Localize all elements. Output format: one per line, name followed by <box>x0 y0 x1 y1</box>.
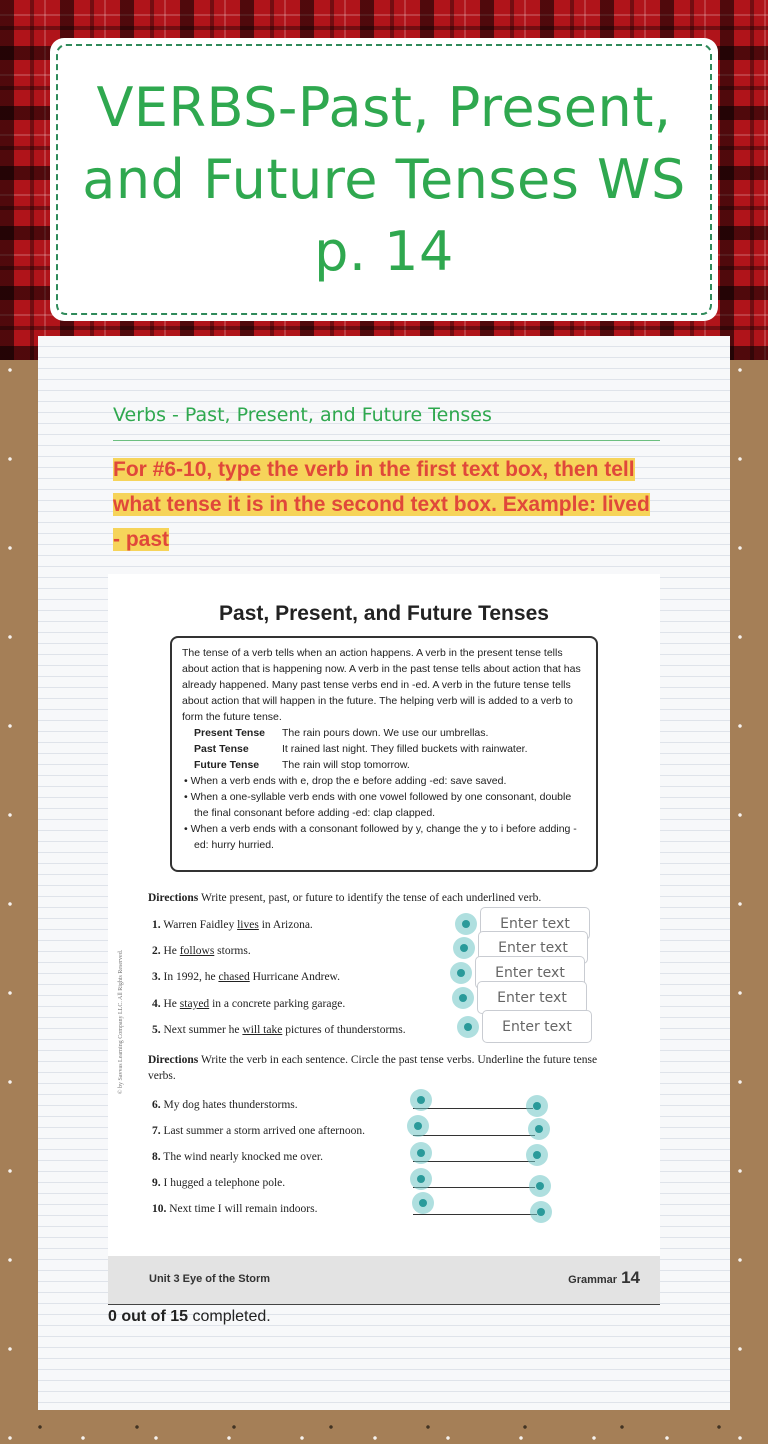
item-number: 2. <box>152 945 161 957</box>
item-text: Hurricane Andrew. <box>249 971 340 983</box>
title-card <box>50 38 718 321</box>
underlined-verb: lives <box>237 919 259 931</box>
example-label: Future Tense <box>194 759 260 771</box>
list-item <box>152 1024 406 1036</box>
answer-dot[interactable] <box>453 937 475 959</box>
item-number: 10. <box>152 1203 167 1215</box>
answer-input-4[interactable]: Enter text <box>477 981 587 1014</box>
answer-line <box>413 1161 535 1162</box>
answer-dot[interactable] <box>410 1142 432 1164</box>
item-number: 5. <box>152 1024 161 1036</box>
item-number: 8. <box>152 1151 161 1163</box>
example-row <box>182 741 586 757</box>
section-subtitle: Verbs - Past, Present, and Future Tenses <box>113 404 660 441</box>
item-text: My dog hates thunderstorms. <box>163 1099 298 1111</box>
rule-bullet: • When a verb ends with a consonant followed by y, change the y to i before adding -ed: hurry hurried. <box>184 823 577 851</box>
answer-dot[interactable] <box>530 1201 552 1223</box>
page-label <box>568 1268 640 1288</box>
item-text: Warren Faidley <box>163 919 238 931</box>
answer-dot[interactable] <box>526 1144 548 1166</box>
title-frame <box>56 44 712 315</box>
list-item <box>152 998 345 1010</box>
answer-dot[interactable] <box>410 1089 432 1111</box>
directions-label: Directions <box>148 892 199 904</box>
item-text: Next time I will remain indoors. <box>169 1203 318 1215</box>
underlined-verb: stayed <box>179 998 210 1010</box>
answer-dot[interactable] <box>412 1192 434 1214</box>
item-text: He <box>163 945 180 957</box>
progress-suffix: completed. <box>188 1308 271 1325</box>
list-item <box>152 1151 323 1163</box>
item-text: He <box>163 998 180 1010</box>
list-item <box>152 1203 317 1215</box>
item-text: pictures of thunderstorms. <box>282 1024 406 1036</box>
answer-input-3[interactable]: Enter text <box>475 956 585 989</box>
underlined-verb: follows <box>179 945 215 957</box>
copyright-notice: © by Savvas Learning Company LLC. All Rights Reserved. <box>118 949 124 1094</box>
item-number: 4. <box>152 998 161 1010</box>
item-number: 9. <box>152 1177 161 1189</box>
item-text: in a concrete parking garage. <box>209 998 346 1010</box>
example-text: The rain pours down. We use our umbrellas. <box>282 727 489 739</box>
underlined-verb: chased <box>218 971 250 983</box>
worksheet-footer <box>108 1256 660 1304</box>
item-number: 6. <box>152 1099 161 1111</box>
item-text: Last summer a storm arrived one afternoon. <box>163 1125 366 1137</box>
answer-input-2[interactable]: Enter text <box>478 931 588 964</box>
rule-bullet: • When a one-syllable verb ends with one vowel followed by one consonant, double the final consonant before adding -ed: clap clapped. <box>184 791 572 819</box>
answer-dot[interactable] <box>457 1016 479 1038</box>
answer-dot[interactable] <box>529 1175 551 1197</box>
answer-line <box>413 1214 537 1215</box>
answer-input-5[interactable]: Enter text <box>482 1010 592 1043</box>
worksheet-image <box>108 574 660 1304</box>
item-text: in Arizona. <box>258 919 313 931</box>
example-row <box>182 725 586 741</box>
example-label: Past Tense <box>194 743 249 755</box>
worksheet-title: Past, Present, and Future Tenses <box>219 602 549 625</box>
list-item <box>152 919 313 931</box>
list-item <box>152 1125 365 1137</box>
instructions <box>113 452 653 557</box>
item-text: Next summer he <box>163 1024 243 1036</box>
answer-line <box>413 1187 535 1188</box>
item-number: 7. <box>152 1125 161 1137</box>
answer-dot[interactable] <box>450 962 472 984</box>
grammar-label: Grammar <box>568 1274 618 1286</box>
unit-label: Unit 3 Eye of the Storm <box>149 1273 271 1285</box>
item-text: storms. <box>214 945 251 957</box>
example-text: The rain will stop tomorrow. <box>282 759 410 771</box>
answer-dot[interactable] <box>455 913 477 935</box>
directions-1 <box>148 890 618 906</box>
answer-dot[interactable] <box>410 1168 432 1190</box>
answer-input-1[interactable]: Enter text <box>480 907 590 940</box>
rule-box <box>170 636 598 872</box>
list-item <box>152 1099 298 1111</box>
answer-dot[interactable] <box>452 987 474 1009</box>
directions-2 <box>148 1052 618 1084</box>
rule-text: The tense of a verb tells when an action happens. A verb in the present tense tells about action that is happening now. A verb in the past tense tells about action that has already happened. Many past tense verbs end in -ed. A verb in the future tense tells about action that will happen in the future. The helping verb will is added to a verb to form the future tense. <box>182 647 581 723</box>
underlined-verb: will take <box>242 1024 283 1036</box>
progress-count: 0 out of 15 <box>108 1308 189 1325</box>
item-number: 1. <box>152 919 161 931</box>
instructions-text: For #6-10, type the verb in the first text box, then tell what tense it is in the second text box. Example: lived - past <box>113 458 650 551</box>
directions-text: Write the verb in each sentence. Circle the past tense verbs. Underline the future tense verbs. <box>148 1054 598 1082</box>
example-row <box>182 757 586 773</box>
example-text: It rained last night. They filled buckets with rainwater. <box>282 743 528 755</box>
list-item <box>152 1177 285 1189</box>
list-item <box>152 945 251 957</box>
directions-text: Write present, past, or future to identify the tense of each underlined verb. <box>200 892 542 904</box>
item-text: The wind nearly knocked me over. <box>163 1151 323 1163</box>
progress-status <box>108 1304 660 1326</box>
answer-dot[interactable] <box>407 1115 429 1137</box>
item-text: In 1992, he <box>163 971 219 983</box>
example-label: Present Tense <box>194 727 266 739</box>
directions-label: Directions <box>148 1054 199 1066</box>
item-number: 3. <box>152 971 161 983</box>
rule-bullet: • When a verb ends with e, drop the e before adding -ed: save saved. <box>184 775 507 787</box>
answer-line <box>413 1135 535 1136</box>
page-title: VERBS-Past, Present, and Future Tenses WS p. 14 <box>82 75 686 283</box>
answer-line <box>413 1108 533 1109</box>
item-text: I hugged a telephone pole. <box>163 1177 286 1189</box>
page-number: 14 <box>621 1268 640 1287</box>
list-item <box>152 971 340 983</box>
answer-dot[interactable] <box>528 1118 550 1140</box>
answer-dot[interactable] <box>526 1095 548 1117</box>
